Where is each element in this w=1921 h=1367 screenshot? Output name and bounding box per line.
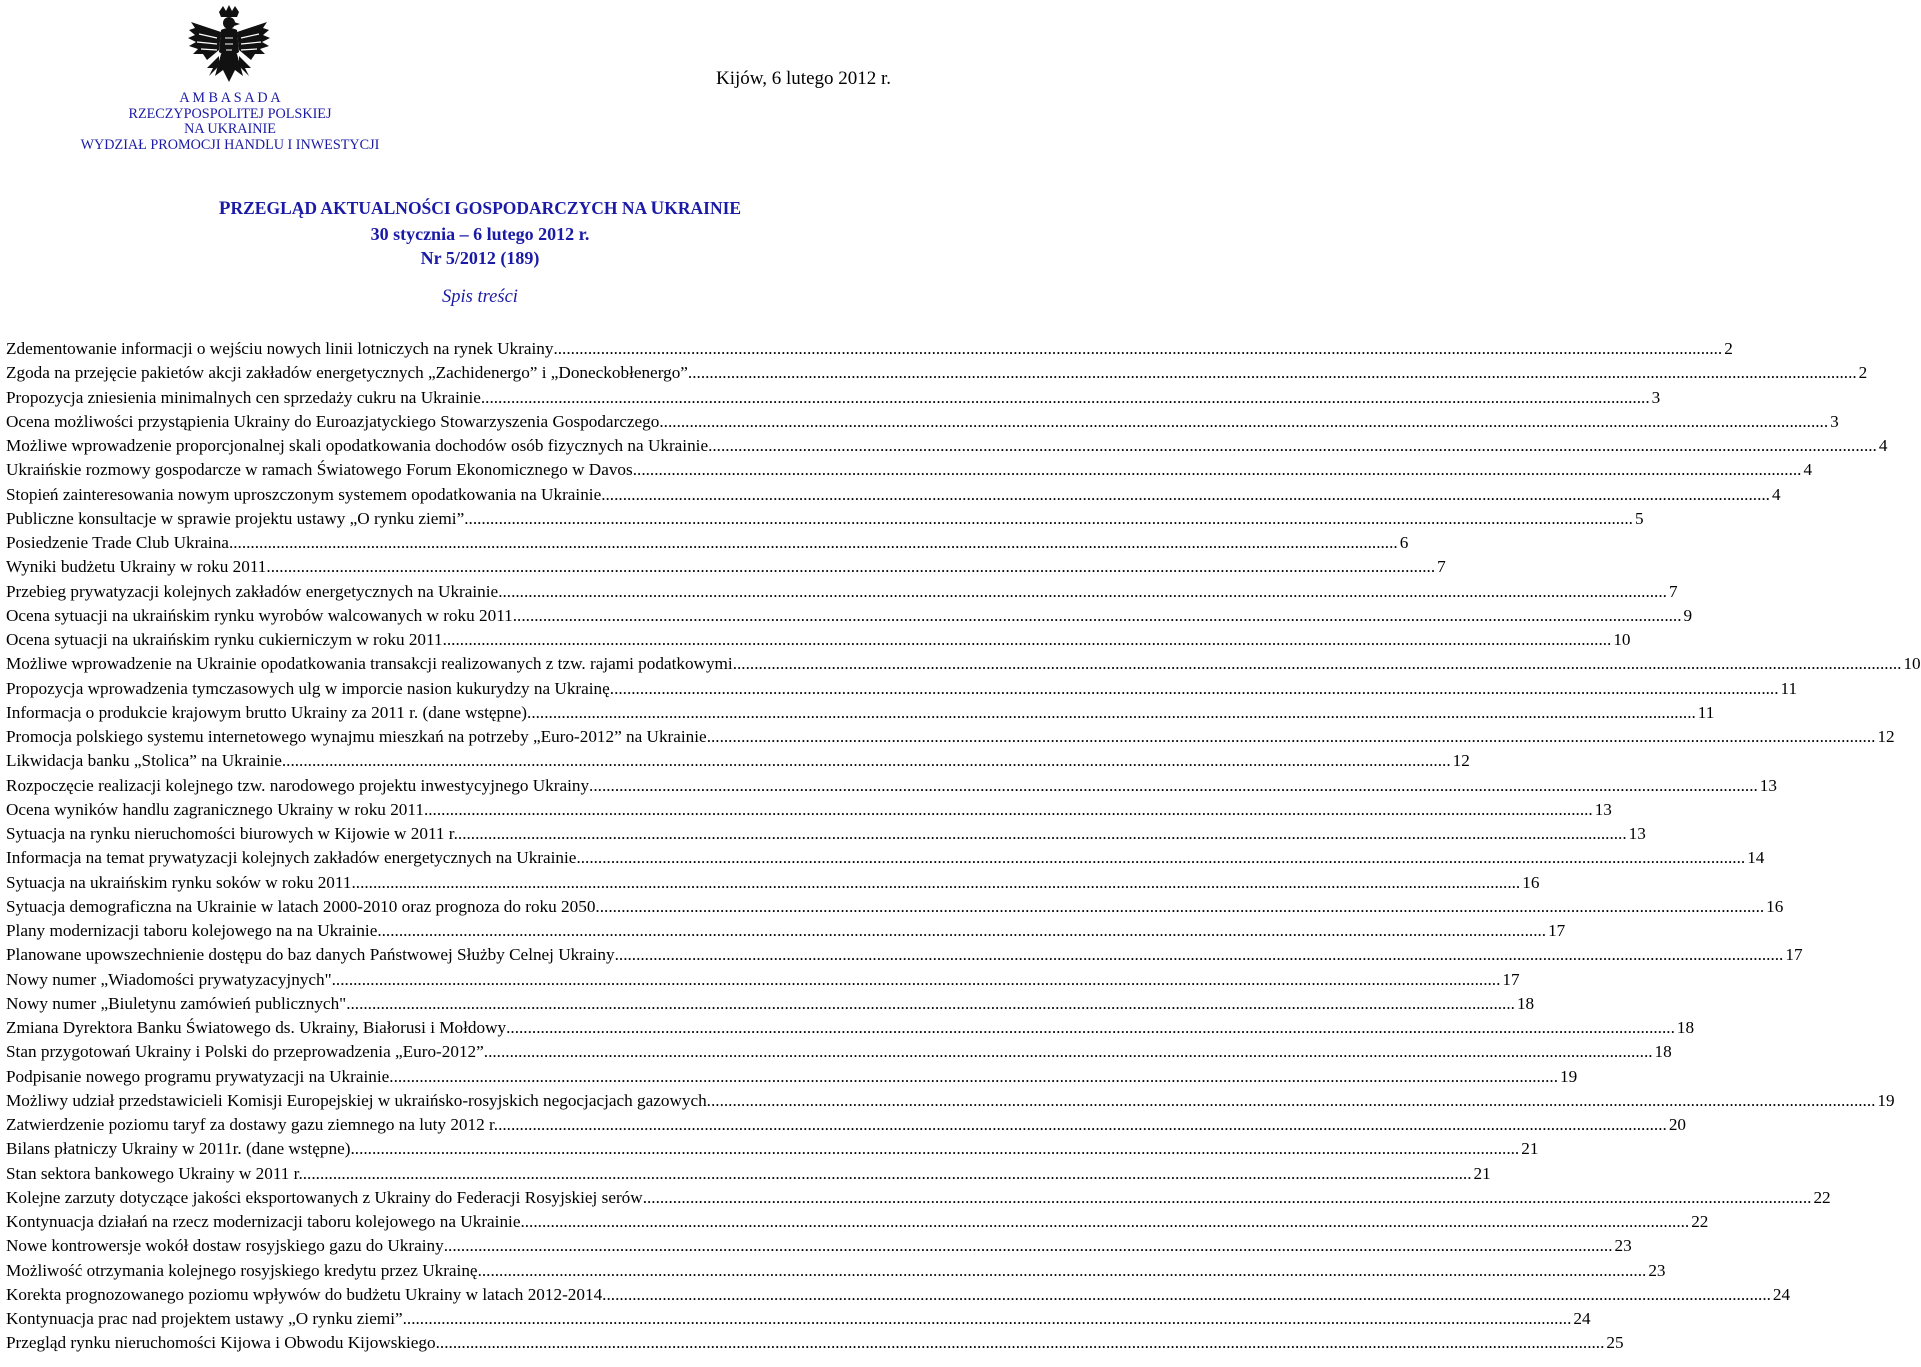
toc-entry[interactable]	[6, 677, 1798, 701]
toc-entry-page: 23	[1614, 1236, 1632, 1256]
toc-entry-title: Możliwy udział przedstawicieli Komisji Europejskiej w ukraińsko-rosyjskich negocjacjach gazowych	[6, 1090, 707, 1110]
toc-entry-page: 24	[1573, 1309, 1591, 1328]
toc-entry-title: Możliwość otrzymania kolejnego rosyjskiego kredytu przez Ukrainę	[6, 1260, 478, 1280]
toc-entry-page: 16	[1766, 896, 1784, 916]
toc-leader-dots	[484, 1040, 1653, 1064]
toc-entry-page: 25	[1606, 1333, 1624, 1353]
org-line-department: WYDZIAŁ PROMOCJI HANDLU I INWESTYCJI	[80, 136, 380, 153]
toc-entry-title: Korekta prognozowanego poziomu wpływów do budżetu Ukrainy w latach 2012-2014	[6, 1284, 603, 1304]
toc-leader-dots	[643, 1186, 1812, 1210]
toc-entry-page: 11	[1780, 678, 1798, 698]
toc-entry-page: 24	[1772, 1284, 1791, 1304]
toc-leader-dots	[601, 483, 1770, 507]
toc-entry[interactable]	[6, 871, 1540, 895]
toc-entry[interactable]	[6, 1040, 1672, 1064]
toc-entry-title: Podpisanie nowego programu prywatyzacji na Ukrainie	[6, 1066, 390, 1086]
toc-leader-dots	[610, 677, 1779, 701]
toc-leader-dots	[481, 386, 1650, 410]
toc-entry[interactable]	[6, 434, 1888, 458]
toc-entry[interactable]	[6, 749, 1470, 773]
toc-entry-page: 4	[1878, 436, 1888, 455]
toc-leader-dots	[553, 337, 1722, 361]
document-title: PRZEGLĄD AKTUALNOŚCI GOSPODARCZYCH NA UKRAINIE	[218, 198, 742, 219]
toc-entry-page: 21	[1521, 1139, 1539, 1159]
toc-entry-title: Ocena sytuacji na ukraińskim rynku cukierniczym w roku 2011	[6, 630, 443, 649]
toc-entry-page: 13	[1628, 824, 1646, 843]
toc-entry[interactable]	[6, 507, 1644, 531]
toc-leader-dots	[266, 555, 1435, 579]
toc-entry[interactable]	[6, 701, 1715, 725]
toc-entry[interactable]	[6, 1065, 1578, 1089]
toc-entry[interactable]	[6, 725, 1895, 749]
toc-entry[interactable]	[6, 628, 1631, 652]
toc-leader-dots	[350, 1137, 1519, 1161]
toc-entry[interactable]	[6, 774, 1777, 798]
toc-leader-dots	[403, 1307, 1572, 1331]
toc-entry-page: 19	[1877, 1090, 1895, 1110]
toc-leader-dots	[633, 458, 1802, 482]
toc-entry[interactable]	[6, 1283, 1791, 1307]
toc-leader-dots	[478, 1259, 1647, 1283]
toc-entry-page: 6	[1399, 533, 1409, 552]
org-line-embassy: A M B A S A D A	[179, 90, 281, 106]
toc-entry-title: Bilans płatniczy Ukrainy w 2011r. (dane wstępne)	[6, 1139, 351, 1159]
toc-entry-page: 17	[1548, 921, 1566, 940]
toc-entry-title: Posiedzenie Trade Club Ukraina	[6, 533, 229, 552]
toc-leader-dots	[506, 1016, 1675, 1040]
toc-entry[interactable]	[6, 1186, 1831, 1210]
toc-entry[interactable]	[6, 483, 1781, 507]
toc-entry-page: 12	[1877, 727, 1895, 746]
toc-entry-page: 14	[1747, 848, 1765, 868]
place-date: Kijów, 6 lutego 2012 r.	[716, 68, 892, 89]
org-line-country: NA UKRAINIE	[184, 121, 276, 138]
toc-entry-title: Zdementowanie informacji o wejściu nowych linii lotniczych na rynek Ukrainy	[6, 339, 554, 358]
toc-leader-dots	[424, 798, 1593, 822]
toc-entry[interactable]	[6, 992, 1535, 1016]
toc-entry[interactable]	[6, 1210, 1709, 1234]
toc-entry[interactable]	[6, 1137, 1539, 1161]
toc-entry-page: 18	[1516, 993, 1535, 1013]
toc-entry[interactable]	[6, 798, 1612, 822]
toc-entry-page: 7	[1668, 581, 1678, 601]
toc-leader-dots	[707, 1089, 1876, 1113]
toc-entry-page: 17	[1502, 969, 1520, 989]
toc-leader-dots	[332, 968, 1501, 992]
toc-entry-title: Promocja polskiego systemu internetowego wynajmu mieszkań na potrzeby „Euro-2012” na Ukrainie	[6, 727, 707, 746]
toc-entry[interactable]	[6, 1113, 1686, 1137]
toc-leader-dots	[527, 701, 1696, 725]
toc-entry[interactable]	[6, 1331, 1624, 1355]
toc-entry-page: 11	[1697, 702, 1715, 722]
toc-entry-page: 10	[1613, 630, 1631, 649]
toc-entry[interactable]	[6, 822, 1646, 846]
toc-entry-page: 2	[1724, 339, 1733, 358]
toc-leader-dots	[733, 652, 1902, 676]
toc-leader-dots	[707, 725, 1876, 749]
toc-entry-page: 17	[1785, 945, 1803, 965]
toc-entry-title: Likwidacja banku „Stolica” na Ukrainie	[6, 751, 282, 771]
toc-entry-title: Ocena możliwości przystąpienia Ukrainy do Euroazjatyckiego Stowarzyszenia Gospodarczego	[6, 411, 660, 431]
toc-entry[interactable]	[6, 1234, 1632, 1258]
toc-entry-page: 2	[1858, 363, 1868, 383]
toc-entry-page: 22	[1691, 1212, 1709, 1231]
toc-entry-title: Kontynuacja prac nad projektem ustawy „O rynku ziemi”	[6, 1309, 403, 1328]
toc-entry-page: 10	[1903, 654, 1921, 674]
embassy-name-block	[60, 91, 400, 153]
toc-entry-page: 12	[1452, 751, 1470, 771]
toc-entry-page: 21	[1473, 1163, 1491, 1183]
toc-entry-title: Stopień zainteresowania nowym uproszczonym systemem opodatkowania na Ukrainie	[6, 484, 602, 504]
toc-leader-dots	[520, 1210, 1689, 1234]
toc-entry-title: Ocena wyników handlu zagranicznego Ukrainy w roku 2011	[6, 799, 424, 819]
toc-entry-page: 3	[1651, 387, 1661, 407]
toc-entry-page: 3	[1830, 411, 1839, 431]
toc-entry-title: Zatwierdzenie poziomu taryf za dostawy gazu ziemnego na luty 2012 r.	[6, 1115, 499, 1134]
toc-leader-dots	[389, 1065, 1558, 1089]
toc-entry[interactable]	[6, 1259, 1666, 1283]
toc-leader-dots	[688, 361, 1857, 385]
toc-leader-dots	[303, 1162, 1472, 1186]
toc-leader-dots	[498, 580, 1667, 604]
toc-entry-title: Informacja o produkcie krajowym brutto Ukrainy za 2011 r. (dane wstępne)	[6, 702, 528, 722]
toc-entry-title: Ocena sytuacji na ukraińskim rynku wyrobów walcowanych w roku 2011	[6, 605, 513, 625]
toc-entry[interactable]	[6, 531, 1409, 555]
toc-leader-dots	[464, 507, 1633, 531]
toc-entry-title: Nowe kontrowersje wokół dostaw rosyjskiego gazu do Ukrainy	[6, 1236, 444, 1256]
toc-entry[interactable]	[6, 1162, 1491, 1186]
toc-entry[interactable]	[6, 458, 1813, 482]
toc-entry-page: 5	[1634, 508, 1644, 528]
table-of-contents	[6, 337, 1921, 1356]
toc-entry[interactable]	[6, 943, 1803, 967]
toc-leader-dots	[346, 992, 1515, 1016]
polish-eagle-emblem-icon	[185, 4, 273, 90]
toc-entry[interactable]	[6, 652, 1921, 676]
toc-entry[interactable]	[6, 337, 1733, 361]
toc-entry-title: Rozpoczęcie realizacji kolejnego tzw. narodowego projektu inwestycyjnego Ukrainy	[6, 775, 590, 795]
toc-entry-title: Zgoda na przejęcie pakietów akcji zakładów energetycznych „Zachidenergo” i „Doneckobłenergo”	[6, 363, 688, 383]
toc-entry-page: 20	[1668, 1115, 1686, 1134]
toc-entry-title: Możliwe wprowadzenie na Ukrainie opodatkowania transakcji realizowanych z tzw. rajami podatkowymi	[6, 654, 733, 674]
toc-leader-dots	[443, 628, 1612, 652]
toc-entry[interactable]	[6, 1089, 1895, 1113]
toc-leader-dots	[458, 822, 1627, 846]
toc-entry-title: Stan przygotowań Ukrainy i Polski do przeprowadzenia „Euro-2012”	[6, 1042, 484, 1062]
toc-leader-dots	[229, 531, 1398, 555]
toc-entry[interactable]	[6, 555, 1446, 579]
toc-leader-dots	[595, 895, 1764, 919]
toc-leader-dots	[436, 1331, 1605, 1355]
toc-entry-title: Przebieg prywatyzacji kolejnych zakładów energetycznych na Ukrainie	[6, 581, 499, 601]
toc-entry[interactable]	[6, 604, 1693, 628]
toc-entry-title: Propozycja zniesienia minimalnych cen sprzedaży cukru na Ukrainie	[6, 387, 481, 407]
toc-entry[interactable]	[6, 919, 1566, 943]
toc-leader-dots	[659, 410, 1828, 434]
toc-entry-page: 7	[1437, 557, 1446, 577]
toc-entry-title: Plany modernizacji taboru kolejowego na na Ukrainie	[6, 921, 378, 940]
org-line-republic: RZECZYPOSPOLITEJ POLSKIEJ	[128, 105, 332, 122]
toc-entry-title: Nowy numer „Biuletynu zamówień publicznych"	[6, 993, 347, 1013]
toc-entry-page: 18	[1654, 1042, 1672, 1062]
toc-entry-title: Ukraińskie rozmowy gospodarcze w ramach Światowego Forum Ekonomicznego w Davos	[6, 460, 633, 480]
toc-leader-dots	[615, 943, 1784, 967]
toc-entry-title: Publiczne konsultacje w sprawie projektu ustawy „O rynku ziemi”	[6, 508, 465, 528]
toc-leader-dots	[351, 871, 1520, 895]
toc-entry-title: Planowane upowszechnienie dostępu do baz danych Państwowej Służby Celnej Ukrainy	[6, 945, 615, 965]
toc-entry-page: 23	[1648, 1260, 1666, 1280]
toc-entry-title: Kontynuacja działań na rzecz modernizacji taboru kolejowego na Ukrainie	[6, 1212, 521, 1231]
toc-leader-dots	[589, 774, 1758, 798]
toc-entry-page: 18	[1676, 1018, 1695, 1037]
document-period: 30 stycznia – 6 lutego 2012 r.	[370, 224, 590, 244]
toc-leader-dots	[444, 1234, 1613, 1258]
toc-leader-dots	[513, 604, 1682, 628]
issue-number: Nr 5/2012 (189)	[420, 248, 540, 268]
toc-entry[interactable]	[6, 361, 1868, 385]
toc-leader-dots	[282, 749, 1451, 773]
toc-entry[interactable]	[6, 1307, 1591, 1331]
toc-entry-title: Nowy numer „Wiadomości prywatyzacyjnych"	[6, 969, 332, 989]
toc-entry-title: Propozycja wprowadzenia tymczasowych ulg w imporcie nasion kukurydzy na Ukrainę	[6, 678, 610, 698]
toc-entry[interactable]	[6, 895, 1784, 919]
toc-leader-dots	[498, 1113, 1667, 1137]
toc-entry-page: 9	[1683, 605, 1693, 625]
toc-leader-dots	[377, 919, 1546, 943]
toc-entry-page: 4	[1803, 460, 1813, 480]
toc-entry[interactable]	[6, 410, 1839, 434]
toc-entry-page: 19	[1560, 1066, 1578, 1086]
toc-entry-page: 4	[1771, 484, 1781, 504]
toc-entry-title: Sytuacja na ukraińskim rynku soków w roku 2011	[6, 872, 352, 892]
toc-entry-page: 13	[1594, 799, 1612, 819]
toc-entry-title: Kolejne zarzuty dotyczące jakości eksportowanych z Ukrainy do Federacji Rosyjskiej serów	[6, 1187, 643, 1207]
toc-entry[interactable]	[6, 1016, 1695, 1040]
toc-entry-title: Sytuacja na rynku nieruchomości biurowych w Kijowie w 2011 r.	[6, 824, 458, 843]
toc-entry-page: 22	[1813, 1187, 1831, 1207]
toc-leader-dots	[576, 846, 1745, 870]
toc-leader-dots	[708, 434, 1877, 458]
toc-entry-page: 16	[1522, 872, 1540, 892]
toc-entry-title: Przegląd rynku nieruchomości Kijowa i Obwodu Kijowskiego	[6, 1333, 436, 1353]
toc-entry[interactable]	[6, 386, 1661, 410]
toc-entry-title: Sytuacja demograficzna na Ukrainie w latach 2000-2010 oraz prognoza do roku 2050	[6, 896, 596, 916]
toc-entry-page: 13	[1759, 775, 1777, 795]
toc-leader-dots	[602, 1283, 1771, 1307]
toc-entry[interactable]	[6, 580, 1678, 604]
toc-entry-title: Możliwe wprowadzenie proporcjonalnej skali opodatkowania dochodów osób fizycznych na Ukrainie	[6, 436, 709, 455]
toc-entry-title: Stan sektora bankowego Ukrainy w 2011 r.	[6, 1163, 303, 1183]
toc-entry[interactable]	[6, 968, 1520, 992]
toc-entry-title: Informacja na temat prywatyzacji kolejnych zakładów energetycznych na Ukrainie	[6, 848, 577, 868]
toc-heading: Spis treści	[442, 287, 518, 307]
toc-entry[interactable]	[6, 846, 1765, 870]
toc-entry-title: Zmiana Dyrektora Banku Światowego ds. Ukrainy, Białorusi i Mołdowy	[6, 1018, 507, 1037]
toc-entry-title: Wyniki budżetu Ukrainy w roku 2011	[6, 557, 267, 577]
